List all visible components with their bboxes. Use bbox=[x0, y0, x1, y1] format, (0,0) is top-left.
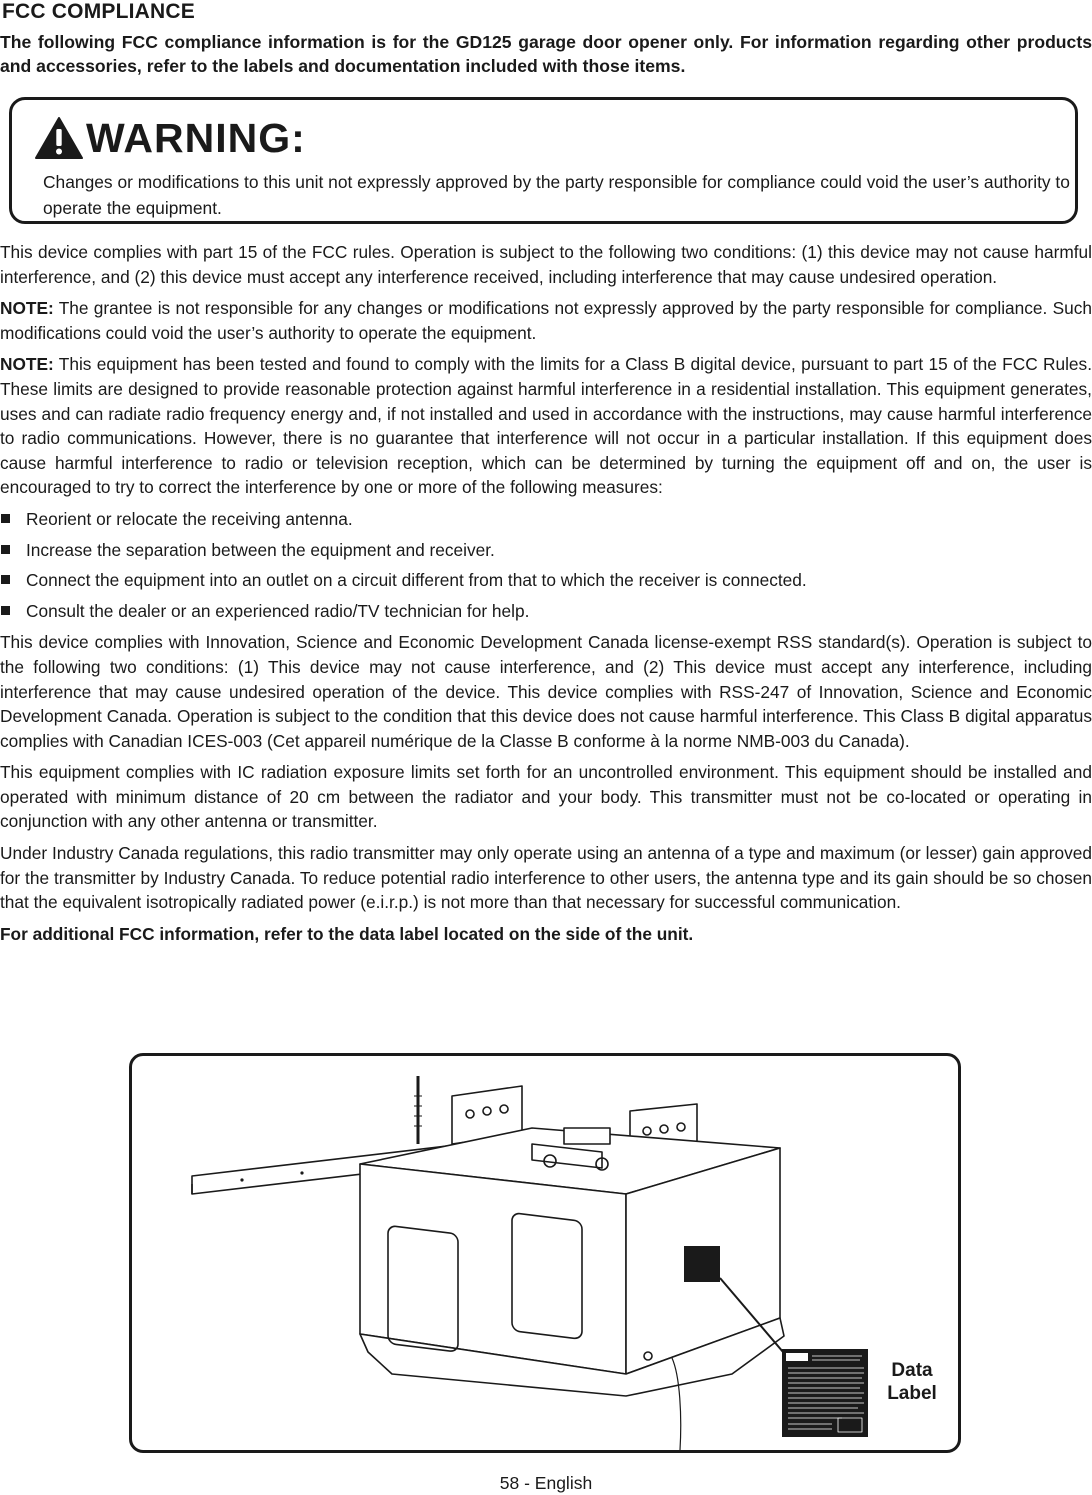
square-bullet-icon bbox=[1, 575, 10, 584]
note-label: NOTE: bbox=[0, 298, 54, 319]
compliance-body bbox=[0, 240, 1092, 953]
square-bullet-icon bbox=[1, 545, 10, 554]
warning-title: WARNING: bbox=[86, 115, 306, 161]
warning-text: Changes or modifications to this unit not expressly approved by the party responsible for compliance could void the user’s authority to operate the equipment. bbox=[43, 172, 1070, 218]
square-bullet-icon bbox=[1, 514, 10, 523]
list-item bbox=[0, 538, 1092, 563]
note-text: The grantee is not responsible for any changes or modifications not expressly approved by the party responsible for compliance. Such modifications could void the user’s authority to operate the equipment. bbox=[0, 298, 1092, 343]
list-item-text: Reorient or relocate the receiving antenna. bbox=[26, 508, 353, 529]
list-item-text: Increase the separation between the equipment and receiver. bbox=[26, 539, 495, 560]
radiation-exposure-paragraph: This equipment complies with IC radiation exposure limits set forth for an uncontrolled environment. This equipment should be installed and operated with minimum distance of 20 cm between the radiator and your body. This transmitter must not be co-located or operating in conjunction with any other antenna or transmitter. bbox=[0, 762, 1092, 832]
square-bullet-icon bbox=[1, 606, 10, 615]
fcc-part15-paragraph: This device complies with part 15 of the FCC rules. Operation is subject to the following two conditions: (1) this device may not cause harmful interference, and (2) this device must accept any interference received, including interference that may cause undesired operation. bbox=[0, 242, 1092, 287]
warning-triangle-icon bbox=[34, 116, 84, 160]
garage-door-opener-drawing bbox=[132, 1056, 958, 1450]
page-footer: 58 - English bbox=[499, 1473, 593, 1493]
additional-info-line: For additional FCC information, refer to the data label located on the side of the unit. bbox=[0, 923, 694, 944]
note-label: NOTE: bbox=[0, 354, 54, 375]
data-label-callout bbox=[872, 1359, 952, 1405]
list-item bbox=[0, 507, 1092, 532]
callout-line-2: Label bbox=[887, 1383, 937, 1404]
note-text: This equipment has been tested and found to comply with the limits for a Class B digital device, pursuant to part 15 of the FCC Rules. These limits are designed to provide reasonable protection against harmful interference in a residential installation. This equipment generates, uses and can radiate radio frequency energy and, if not installed and used in accordance with the instructions, may cause harmful interference to radio communications. However, there is no guarantee that interference will not occur in a particular installation. If this equipment does cause harmful interference to radio or television reception, which can be determined by turning the equipment off and on, the user is encouraged to try to correct the interference by one or more of the following measures: bbox=[0, 354, 1092, 498]
list-item-text: Consult the dealer or an experienced radio/TV technician for help. bbox=[26, 600, 530, 621]
warning-header bbox=[34, 114, 306, 162]
callout-line-1: Data bbox=[891, 1360, 933, 1381]
opener-illustration bbox=[129, 1053, 961, 1453]
antenna-regulation-paragraph: Under Industry Canada regulations, this radio transmitter may only operate using an antenna of a type and maximum (or lesser) gain approved for the transmitter by Industry Canada. To reduce potential radio interference to other users, the antenna type and its gain should be so chosen that the equivalent isotropically radiated power (e.i.r.p.) is not more than that necessary for successful communication. bbox=[0, 843, 1092, 913]
note-classb-paragraph bbox=[0, 352, 1092, 500]
page-title: FCC COMPLIANCE bbox=[2, 0, 195, 23]
list-item bbox=[0, 599, 1092, 624]
measures-list bbox=[0, 507, 1092, 623]
list-item bbox=[0, 568, 1092, 593]
warning-box bbox=[9, 97, 1078, 224]
intro-paragraph: The following FCC compliance information is for the GD125 garage door opener only. For information regarding other products and accessories, refer to the labels and documentation included with those items. bbox=[0, 32, 1092, 76]
canada-compliance-paragraph: This device complies with Innovation, Science and Economic Development Canada license-exempt RSS standard(s). Operation is subject to the following two conditions: (1) This device may not cause interference, and (2) This device must accept any interference, including interference that may cause undesired operation of the device. This device complies with RSS-247 of Innovation, Science and Economic Development Canada. Operation is subject to the condition that this device does not cause harmful interference. This Class B digital apparatus complies with Canadian ICES-003 (Cet appareil numérique de la Classe B conforme à la norme NMB-003 du Canada). bbox=[0, 632, 1092, 751]
list-item-text: Connect the equipment into an outlet on a circuit different from that to which the receiver is connected. bbox=[26, 570, 807, 591]
note-grantee-paragraph bbox=[0, 296, 1092, 345]
